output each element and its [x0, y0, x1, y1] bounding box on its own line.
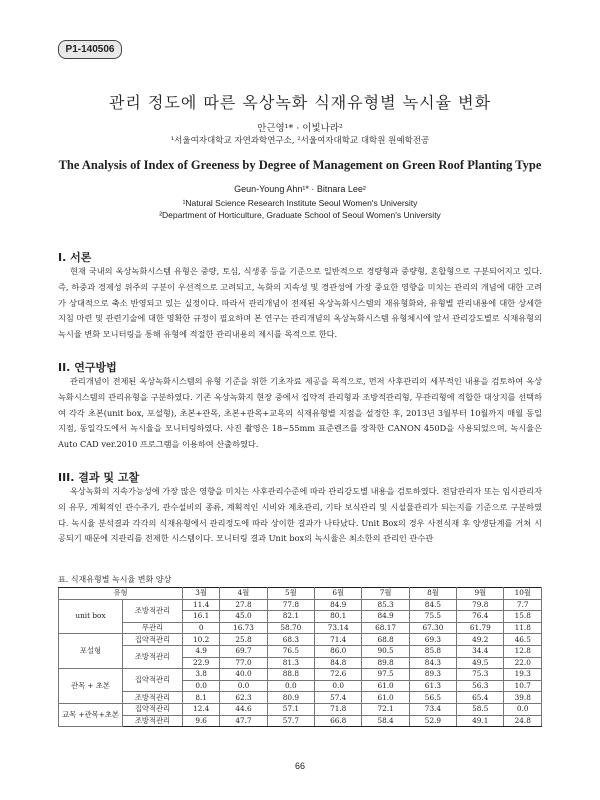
table-cell-value: 65.4 — [457, 692, 504, 704]
table-cell-value: 68.3 — [267, 634, 314, 646]
table-cell-value: 19.3 — [504, 669, 542, 681]
table-cell-value: 11.8 — [504, 622, 542, 634]
table-cell-value: 61.0 — [362, 692, 409, 704]
table-cell-value: 58.70 — [267, 622, 314, 634]
table-cell-value: 52.9 — [409, 715, 456, 727]
table-cell-value: 77.0 — [220, 657, 267, 669]
table-cell-management: 무관리 — [123, 622, 183, 634]
table-row — [59, 715, 542, 727]
table-cell-value: 0.0 — [267, 680, 314, 692]
table-cell-value: 9.6 — [183, 715, 220, 727]
table-cell-management: 조방적관리 — [123, 715, 183, 727]
table-cell-value: 57.7 — [267, 715, 314, 727]
table-row — [59, 622, 542, 634]
greenness-table — [58, 587, 542, 727]
table-cell-value: 0.0 — [183, 680, 220, 692]
table-header-cell: 5월 — [267, 588, 314, 600]
table-cell-value: 40.0 — [220, 669, 267, 681]
affiliations-korean: ¹서울여자대학교 자연과학연구소, ²서울여자대학교 대학원 원예학전공 — [170, 136, 430, 146]
table-row — [59, 645, 542, 657]
table-cell-value: 68.8 — [362, 634, 409, 646]
table-cell-management: 집약적관리 — [123, 703, 183, 715]
table-cell-planting-type: 교목 +관목+초본 — [59, 703, 123, 726]
table-cell-value: 16.73 — [220, 622, 267, 634]
table-cell-value: 80.9 — [267, 692, 314, 704]
table-row — [59, 669, 542, 681]
table-cell-value: 56.5 — [409, 692, 456, 704]
table-header-row — [59, 588, 542, 600]
table-cell-value: 27.8 — [220, 599, 267, 611]
table-cell-value: 71.4 — [315, 634, 362, 646]
title-korean: 관리 정도에 따른 옥상녹화 식재유형별 녹시율 변화 — [108, 93, 492, 112]
table-cell-management: 조방적관리 — [123, 692, 183, 704]
table-header-cell: 10월 — [504, 588, 542, 600]
table-cell-value: 0.0 — [220, 680, 267, 692]
table-cell-value: 0.0 — [315, 680, 362, 692]
table-header-cell: 4월 — [220, 588, 267, 600]
table-cell-value: 58.4 — [362, 715, 409, 727]
table-header-cell: 유형 — [59, 588, 183, 600]
table-cell-management: 조방적관리 — [123, 599, 183, 622]
table-cell-value: 76.5 — [267, 645, 314, 657]
table-cell-value: 45.0 — [220, 611, 267, 623]
table-cell-value: 84.9 — [315, 599, 362, 611]
affiliation-english-2: ²Department of Horticulture, Graduate School of Seoul Women's University — [159, 210, 441, 220]
table-cell-value: 7.7 — [504, 599, 542, 611]
table-cell-value: 72.1 — [362, 703, 409, 715]
table-header-cell: 3월 — [183, 588, 220, 600]
table-cell-value: 34.4 — [457, 645, 504, 657]
table-cell-value: 76.4 — [457, 611, 504, 623]
table-row — [59, 634, 542, 646]
table-cell-value: 85.8 — [409, 645, 456, 657]
table-cell-value: 66.8 — [315, 715, 362, 727]
table-cell-value: 44.6 — [220, 703, 267, 715]
table-cell-value: 84.8 — [315, 657, 362, 669]
table-cell-value: 49.1 — [457, 715, 504, 727]
table-cell-value: 0.0 — [504, 703, 542, 715]
table-cell-value: 77.8 — [267, 599, 314, 611]
table-cell-value: 4.9 — [183, 645, 220, 657]
table-cell-management: 조방적관리 — [123, 645, 183, 668]
table-cell-value: 61.79 — [457, 622, 504, 634]
section-text-results: 옥상녹화의 지속가능성에 가장 많은 영향을 미치는 사후관리수준에 따라 관리강도별 내용을 검토하였다. 전담관리자 또는 임시관리자의 유무, 계획적인 관수주기, 관수설비의 종류, 계획적인 시비와 제초관리, 기타 보식관리 및 시설물관리가 되는지를 기준으로 구분하였다. 녹시율 분석결과 각각의 식재유형에서 관리정도에 따라 상이한 결과가 나타났다. Unit Box의 경우 사전식재 후 양생단계를 거쳐 시공되기 때문에 지관리를 전제한 시스템이다. 모니터링 결과 Unit box의 녹시율은 최소한의 관리인 관수관 — [58, 486, 542, 544]
table-cell-value: 73.14 — [315, 622, 362, 634]
table-cell-value: 90.5 — [362, 645, 409, 657]
table-cell-value: 82.1 — [267, 611, 314, 623]
table-cell-value: 39.8 — [504, 692, 542, 704]
section-heading-introduction: I. 서론 — [58, 251, 92, 264]
table-cell-value: 71.8 — [315, 703, 362, 715]
table-row — [59, 703, 542, 715]
table-cell-value: 49.5 — [457, 657, 504, 669]
table-cell-management: 집약적관리 — [123, 634, 183, 646]
affiliation-english-1: ¹Natural Science Research Institute Seoul Women's University — [182, 198, 418, 208]
table-cell-value: 12.4 — [183, 703, 220, 715]
table-cell-value: 58.5 — [457, 703, 504, 715]
table-cell-value: 75.5 — [409, 611, 456, 623]
table-cell-value: 86.0 — [315, 645, 362, 657]
table-cell-value: 72.6 — [315, 669, 362, 681]
table-cell-value: 79.8 — [457, 599, 504, 611]
table-cell-value: 69.3 — [409, 634, 456, 646]
page-number: 66 — [294, 761, 305, 771]
table-cell-value: 61.0 — [362, 680, 409, 692]
table-cell-value: 88.8 — [267, 669, 314, 681]
table-cell-value: 81.3 — [267, 657, 314, 669]
table-cell-value: 68.17 — [362, 622, 409, 634]
table-cell-value: 84.9 — [362, 611, 409, 623]
table-header-cell: 6월 — [315, 588, 362, 600]
table-cell-value: 24.8 — [504, 715, 542, 727]
table-cell-value: 69.7 — [220, 645, 267, 657]
table-header-cell: 9월 — [457, 588, 504, 600]
table-row — [59, 692, 542, 704]
title-english: The Analysis of Index of Greeness by Degree of Management on Green Roof Planting Type — [58, 158, 542, 172]
table-body — [59, 599, 542, 727]
table-cell-value: 46.5 — [504, 634, 542, 646]
table-header-cell: 8월 — [409, 588, 456, 600]
table-cell-value: 89.3 — [409, 669, 456, 681]
table-cell-value: 15.8 — [504, 611, 542, 623]
section-heading-results: III. 결과 및 고찰 — [58, 471, 140, 484]
table-cell-value: 3.8 — [183, 669, 220, 681]
table-cell-planting-type: unit box — [59, 599, 123, 634]
section-text-methods: 관리개념이 전제된 옥상녹화시스템의 유형 기준을 위한 기초자료 제공을 목적으로, 먼저 사후관리의 세부적인 내용을 검토하여 옥상녹화시스템의 관리유형을 구분하였다. 기존 옥상녹화지 현장 중에서 집약적 관리형과 조방적관리형, 무관리형에 적합한 대상지를 선택하여 각각 초본(unit box, 포설형), 초본+관목, 초본+관목+교목의 식재유형별 지점을 설정한 후, 2013년 3월부터 10월까지 매월 동일지점, 동일각도에서 녹시율을 모니터링하였다. 사진 촬영은 18~55mm 표준렌즈를 장착한 CANON 450D을 사용되었으며, 녹시율은 Auto CAD ver.2010 프로그램을 이용하여 산출하였다. — [58, 376, 542, 450]
table-cell-value: 56.3 — [457, 680, 504, 692]
table-cell-value: 84.3 — [409, 657, 456, 669]
table-cell-value: 84.5 — [409, 599, 456, 611]
table-header-cell: 7월 — [362, 588, 409, 600]
table-cell-value: 22.0 — [504, 657, 542, 669]
table-cell-value: 11.4 — [183, 599, 220, 611]
authors-english: Geun-Young Ahn¹* · Bitnara Lee² — [234, 184, 366, 194]
table-cell-value: 25.8 — [220, 634, 267, 646]
table-cell-management: 집약적관리 — [123, 669, 183, 692]
table-cell-value: 73.4 — [409, 703, 456, 715]
table-cell-value: 10.7 — [504, 680, 542, 692]
poster-id-badge: P1-140506 — [58, 40, 122, 59]
table-cell-value: 57.1 — [267, 703, 314, 715]
table-cell-value: 12.8 — [504, 645, 542, 657]
table-cell-value: 97.5 — [362, 669, 409, 681]
section-heading-methods: II. 연구방법 — [58, 361, 117, 374]
table-cell-planting-type: 포설형 — [59, 634, 123, 669]
table-cell-value: 61.3 — [409, 680, 456, 692]
table-cell-value: 85.3 — [362, 599, 409, 611]
table-cell-value: 16.1 — [183, 611, 220, 623]
table-cell-planting-type: 관목 + 초본 — [59, 669, 123, 704]
table-row — [59, 599, 542, 611]
table-cell-value: 57.4 — [315, 692, 362, 704]
table-cell-value: 80.1 — [315, 611, 362, 623]
table-cell-value: 47.7 — [220, 715, 267, 727]
table-cell-value: 0 — [183, 622, 220, 634]
section-text-introduction: 현재 국내의 옥상녹화시스템 유형은 중량, 토심, 식생종 등을 기준으로 일반적으로 경량형과 중량형, 혼합형으로 구분되어지고 있다. 즉, 하중과 경제성 위주의 구분이 우선적으로 고려되고, 녹화의 지속성 및 경관성에 가장 중요한 영향을 미치는 관리의 개념에 대한 고려가 상대적으로 축소 반영되고 있는 실정이다. 따라서 관리개념이 전제된 옥상녹화시스템의 재유형화와, 유형별 관리내용에 대한 상세한 지침 마련 및 관련기술에 대한 명확한 규정이 필요하며 본 연구는 관리개념의 옥상녹화시스템 유형체시에 앞서 관리강도별로 식재유형의 녹시율 변화 모니터링을 통해 유형에 적절한 관리내용의 제시를 목적으로 한다. — [58, 266, 542, 340]
table-cell-value: 62.3 — [220, 692, 267, 704]
table-cell-value: 8.1 — [183, 692, 220, 704]
table-cell-value: 75.3 — [457, 669, 504, 681]
table-cell-value: 67.30 — [409, 622, 456, 634]
authors-korean: 안근영¹* · 이빛나라² — [257, 123, 343, 134]
table-cell-value: 22.9 — [183, 657, 220, 669]
table-cell-value: 89.8 — [362, 657, 409, 669]
table-caption: 표. 식재유형별 녹시율 변화 양상 — [58, 575, 172, 584]
table-cell-value: 49.2 — [457, 634, 504, 646]
table-cell-value: 10.2 — [183, 634, 220, 646]
